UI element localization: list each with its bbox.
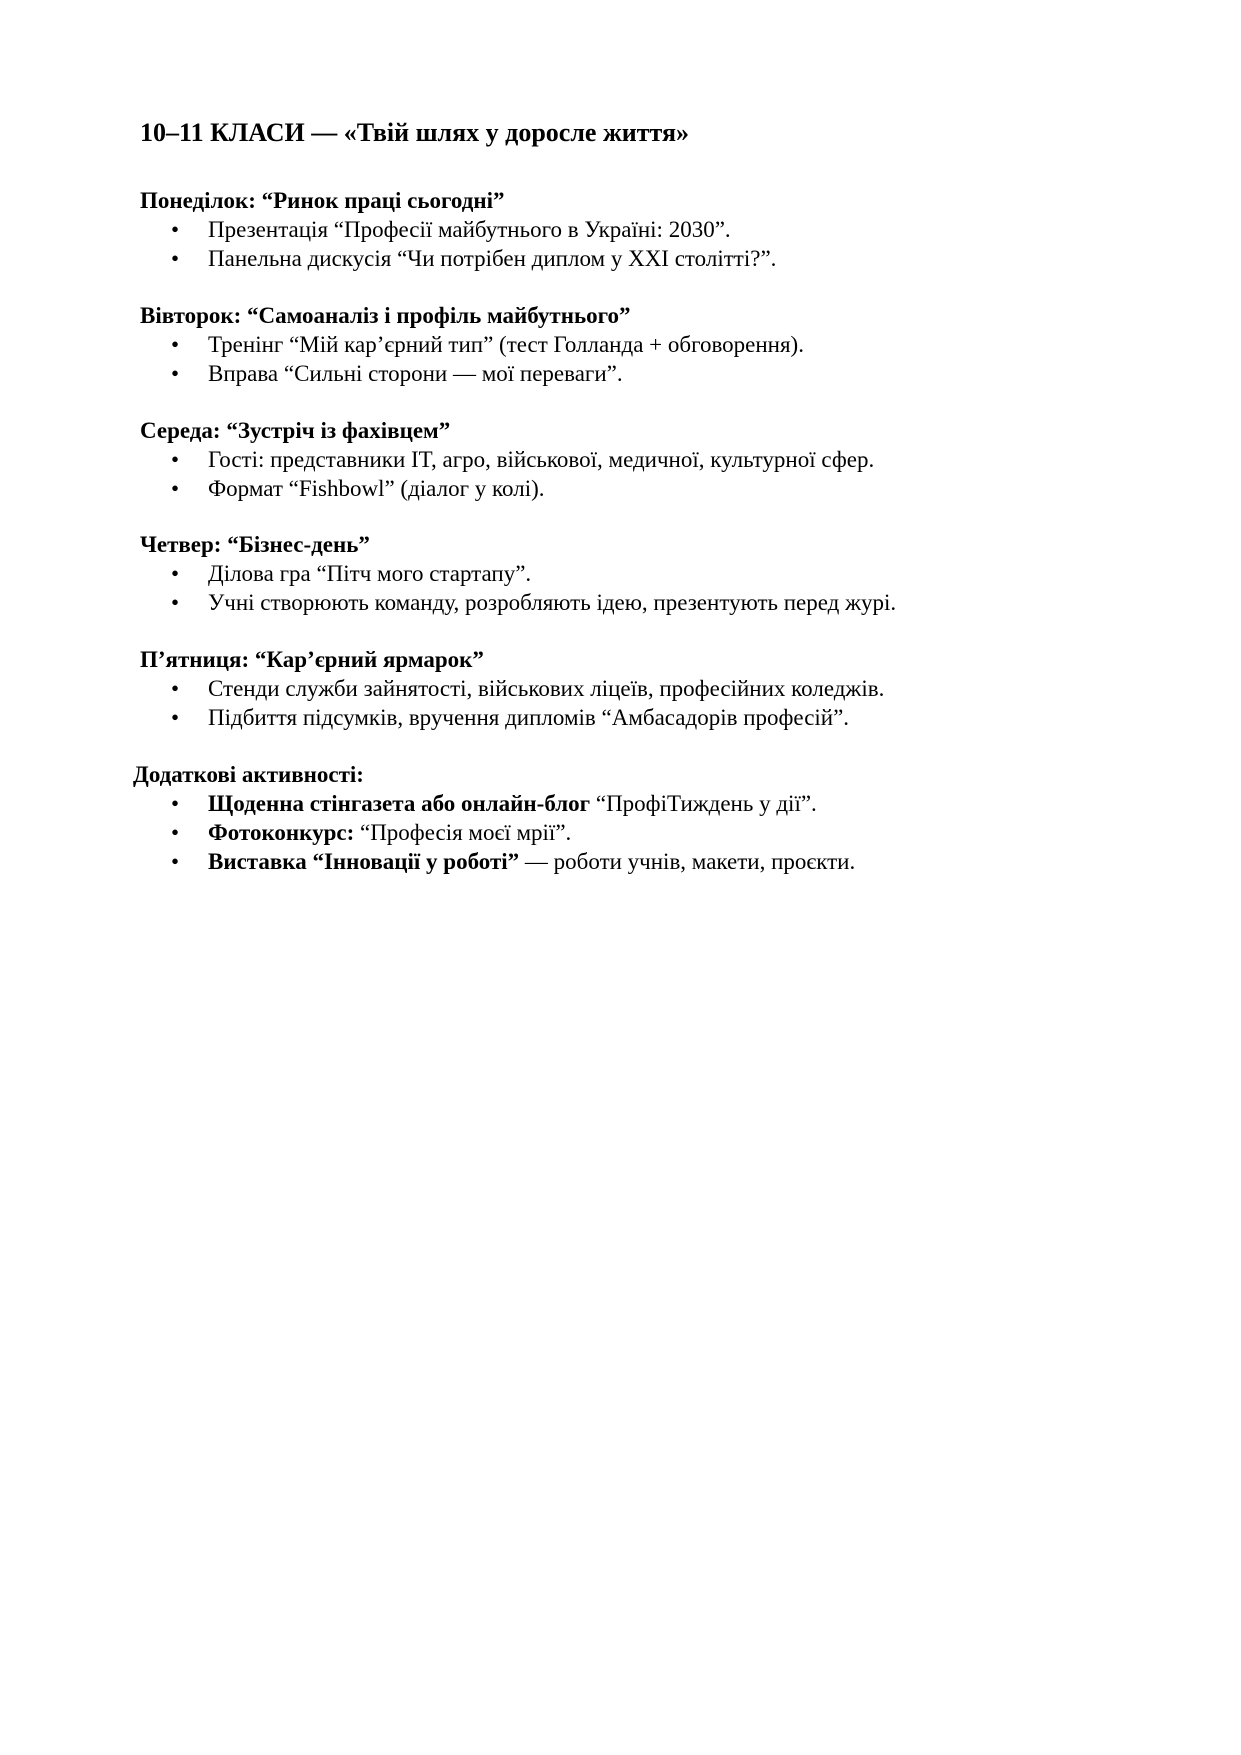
section-heading: Понеділок: “Ринок праці сьогодні” [140, 188, 505, 213]
section-heading: П’ятниця: “Кар’єрний ярмарок” [140, 647, 484, 672]
bullet-icon: • [171, 676, 180, 701]
section-heading: Середа: “Зустріч із фахівцем” [140, 418, 451, 443]
bullet-icon: • [171, 332, 180, 357]
list-item-text: Ділова гра “Пітч мого стартапу”. [208, 561, 532, 586]
list-item-text: Стенди служби зайнятості, військових ліцеїв, професійних коледжів. [208, 676, 885, 701]
list-item-text: Тренінг “Мій кар’єрний тип” (тест Голланда + обговорення). [208, 332, 804, 357]
list-item [140, 359, 1190, 388]
bullet-icon: • [171, 705, 180, 730]
section-heading: Вівторок: “Самоаналіз і профіль майбутнього” [140, 303, 631, 328]
section-heading: Четвер: “Бізнес-день” [140, 532, 370, 557]
section-wednesday [140, 416, 1190, 503]
bullet-icon: • [171, 476, 180, 501]
item-list [140, 559, 1190, 617]
list-item [133, 789, 1183, 818]
bullet-icon: • [171, 217, 180, 242]
bullet-icon: • [171, 590, 180, 615]
section-heading: Додаткові активності: [133, 762, 364, 787]
list-item-text: Вправа “Сильні сторони — мої переваги”. [208, 361, 623, 386]
list-item-text: Презентація “Професії майбутнього в Україні: 2030”. [208, 217, 731, 242]
section-tuesday [140, 301, 1190, 388]
list-item [133, 818, 1183, 847]
list-item [140, 588, 1190, 617]
list-item [140, 559, 1190, 588]
bullet-icon: • [171, 246, 180, 271]
list-item [140, 445, 1190, 474]
item-list [140, 215, 1190, 273]
list-item-bold-text: Виставка “Інновації у роботі” [208, 849, 520, 874]
section-extra-activities [133, 760, 1183, 876]
list-item-text: Учні створюють команду, розробляють ідею, презентують перед журі. [208, 590, 897, 615]
list-item-text: Формат “Fishbowl” (діалог у колі). [208, 476, 545, 501]
list-item [140, 330, 1190, 359]
list-item [140, 244, 1190, 273]
item-list [140, 330, 1190, 388]
item-list [140, 445, 1190, 503]
list-item [140, 215, 1190, 244]
list-item [140, 703, 1190, 732]
item-list [133, 789, 1183, 876]
bullet-icon: • [171, 561, 180, 586]
list-item-text: Підбиття підсумків, вручення дипломів “Амбасадорів професій”. [208, 705, 850, 730]
section-thursday [140, 530, 1190, 617]
list-item-text: — роботи учнів, макети, проєкти. [519, 849, 856, 874]
item-list [140, 674, 1190, 732]
list-item [140, 674, 1190, 703]
list-item-text: “ПрофіТиждень у дії”. [590, 791, 817, 816]
list-item-bold-text: Фотоконкурс: [208, 820, 355, 845]
list-item [140, 474, 1190, 503]
bullet-icon: • [171, 361, 180, 386]
document-title: 10–11 КЛАСИ — «Твій шлях у доросле життя» [140, 118, 690, 147]
section-friday [140, 645, 1190, 732]
bullet-icon: • [171, 447, 180, 472]
bullet-icon: • [171, 849, 180, 874]
section-monday [140, 186, 1190, 273]
bullet-icon: • [171, 791, 180, 816]
list-item-bold-text: Щоденна стінгазета або онлайн-блог [208, 791, 591, 816]
list-item [133, 847, 1183, 876]
list-item-text: “Професія моєї мрії”. [354, 820, 572, 845]
list-item-text: Гості: представники IT, агро, військової, медичної, культурної сфер. [208, 447, 875, 472]
bullet-icon: • [171, 820, 180, 845]
list-item-text: Панельна дискусія “Чи потрібен диплом у XXI столітті?”. [208, 246, 777, 271]
